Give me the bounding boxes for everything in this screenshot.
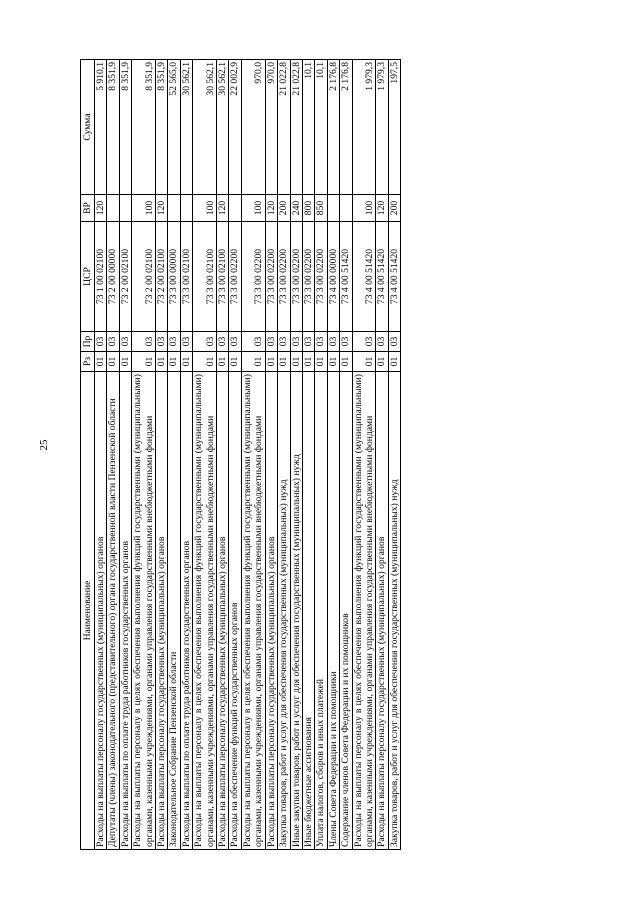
cell-csr: 73 3 00 02200 (290, 222, 302, 332)
cell-pr: 03 (265, 332, 277, 352)
cell-name: Расходы на выплаты персоналу государственных (муниципальных) органов (265, 372, 277, 850)
page-number: 25 (38, 439, 50, 451)
cell-pr: 03 (241, 332, 265, 352)
header-pr: Пр (81, 332, 95, 352)
cell-vr (340, 195, 352, 222)
cell-rz: 01 (180, 352, 192, 372)
cell-rz: 01 (302, 352, 314, 372)
cell-pr: 03 (168, 332, 180, 352)
table-row (217, 60, 229, 850)
cell-name: Уплата налогов, сборов и иных платежей (315, 372, 327, 850)
table-row (376, 60, 388, 850)
cell-rz: 01 (241, 352, 265, 372)
cell-vr (119, 195, 131, 222)
header-vr: ВР (81, 195, 95, 222)
table-row (340, 60, 352, 850)
cell-sum: 30 562,1 (193, 60, 217, 195)
cell-pr: 03 (352, 332, 376, 352)
cell-rz: 01 (315, 352, 327, 372)
cell-csr: 73 4 00 00000 (327, 222, 339, 332)
rotated-table-wrapper (80, 60, 560, 850)
cell-vr (327, 195, 339, 222)
cell-rz: 01 (156, 352, 168, 372)
cell-csr: 73 4 00 51420 (352, 222, 376, 332)
cell-pr: 03 (340, 332, 352, 352)
cell-name: Содержание членов Совета Федерации и их помощников (340, 372, 352, 850)
cell-name: Расходы на выплаты персоналу государственных (муниципальных) органов (156, 372, 168, 850)
cell-name: Расходы на обеспечение функций государственных органов (229, 372, 241, 850)
header-csr: ЦСР (81, 222, 95, 332)
cell-csr: 73 4 00 51420 (376, 222, 388, 332)
cell-vr (229, 195, 241, 222)
cell-sum: 1 979,3 (376, 60, 388, 195)
cell-sum: 2 176,8 (340, 60, 352, 195)
cell-rz: 01 (327, 352, 339, 372)
cell-name: Закупка товаров, работ и услуг для обеспечения государственных (муниципальных) нужд (278, 372, 290, 850)
cell-rz: 01 (340, 352, 352, 372)
table-row (302, 60, 314, 850)
cell-rz: 01 (265, 352, 277, 372)
cell-rz: 01 (388, 352, 400, 372)
cell-vr: 120 (217, 195, 229, 222)
table-row (229, 60, 241, 850)
cell-sum: 970,0 (241, 60, 265, 195)
cell-name: Расходы на выплаты по оплате труда работников государственных органов (180, 372, 192, 850)
cell-pr: 03 (278, 332, 290, 352)
table-header-row (81, 60, 95, 850)
cell-sum: 5 910,1 (95, 60, 107, 195)
cell-csr: 73 3 00 02100 (193, 222, 217, 332)
cell-rz: 01 (132, 352, 156, 372)
cell-pr: 03 (132, 332, 156, 352)
cell-rz: 01 (352, 352, 376, 372)
cell-vr: 100 (132, 195, 156, 222)
cell-name: Расходы на выплаты персоналу в целях обеспечения выполнения функций государственными (муниципальными) органами, казенными учреждениями, органами управления государственными внебюджетными фондами (193, 372, 217, 850)
cell-name: Расходы на выплаты по оплате труда работников государственных органов (119, 372, 131, 850)
cell-sum: 21 022,8 (290, 60, 302, 195)
cell-name: Расходы на выплаты персоналу в целях обеспечения выполнения функций государственными (муниципальными) органами, казенными учреждениями, органами управления государственными внебюджетными фондами (132, 372, 156, 850)
cell-csr: 73 2 00 00000 (107, 222, 119, 332)
cell-vr: 120 (95, 195, 107, 222)
cell-csr: 73 3 00 02100 (217, 222, 229, 332)
cell-csr: 73 2 00 02100 (119, 222, 131, 332)
cell-name: Иные закупки товаров, работ и услуг для обеспечения государственных (муниципальных) нужд (290, 372, 302, 850)
table-row (265, 60, 277, 850)
cell-rz: 01 (217, 352, 229, 372)
cell-csr: 73 3 00 02200 (302, 222, 314, 332)
cell-name: Расходы на выплаты персоналу в целях обеспечения выполнения функций государственными (муниципальными) органами, казенными учреждениями, органами управления государственными внебюджетными фондами (352, 372, 376, 850)
cell-vr: 100 (193, 195, 217, 222)
cell-name: Иные бюджетные ассигнования (302, 372, 314, 850)
table-row (168, 60, 180, 850)
cell-pr: 03 (156, 332, 168, 352)
cell-csr: 73 2 00 02100 (132, 222, 156, 332)
cell-pr: 03 (193, 332, 217, 352)
table-row (132, 60, 156, 850)
cell-sum: 197,5 (388, 60, 400, 195)
cell-pr: 03 (107, 332, 119, 352)
table-row (327, 60, 339, 850)
cell-rz: 01 (119, 352, 131, 372)
cell-csr: 73 3 00 00000 (168, 222, 180, 332)
cell-vr: 240 (290, 195, 302, 222)
cell-pr: 03 (217, 332, 229, 352)
cell-pr: 03 (180, 332, 192, 352)
cell-csr: 73 1 00 02100 (95, 222, 107, 332)
cell-vr: 200 (278, 195, 290, 222)
budget-table (80, 59, 401, 850)
header-name: Наименование (81, 372, 95, 850)
cell-name: Закупка товаров, работ и услуг для обеспечения государственных (муниципальных) нужд (388, 372, 400, 850)
cell-vr: 850 (315, 195, 327, 222)
cell-name: Расходы на выплаты персоналу государственных (муниципальных) органов (95, 372, 107, 850)
table-row (119, 60, 131, 850)
cell-name: Члены Совета Федерации и их помощники (327, 372, 339, 850)
cell-vr (168, 195, 180, 222)
cell-pr: 03 (302, 332, 314, 352)
cell-sum: 30 562,1 (217, 60, 229, 195)
table-row (278, 60, 290, 850)
cell-csr: 73 3 00 02200 (229, 222, 241, 332)
cell-csr: 73 3 00 02200 (265, 222, 277, 332)
cell-rz: 01 (229, 352, 241, 372)
cell-sum: 10,1 (315, 60, 327, 195)
cell-rz: 01 (278, 352, 290, 372)
cell-sum: 970,0 (265, 60, 277, 195)
cell-rz: 01 (107, 352, 119, 372)
cell-pr: 03 (376, 332, 388, 352)
cell-rz: 01 (193, 352, 217, 372)
cell-vr: 120 (265, 195, 277, 222)
cell-sum: 1 979,3 (352, 60, 376, 195)
cell-name: Расходы на выплаты персоналу в целях обеспечения выполнения функций государственными (муниципальными) органами, казенными учреждениями, органами управления государственными внебюджетными фондами (241, 372, 265, 850)
cell-sum: 8 351,9 (107, 60, 119, 195)
cell-pr: 03 (229, 332, 241, 352)
cell-rz: 01 (95, 352, 107, 372)
cell-sum: 22 002,9 (229, 60, 241, 195)
cell-csr: 73 3 00 02200 (278, 222, 290, 332)
header-rz: Рз (81, 352, 95, 372)
cell-pr: 03 (95, 332, 107, 352)
cell-csr: 73 4 00 51420 (340, 222, 352, 332)
cell-name: Расходы на выплаты персоналу государственных (муниципальных) органов (376, 372, 388, 850)
cell-vr: 800 (302, 195, 314, 222)
cell-vr: 120 (376, 195, 388, 222)
table-row (193, 60, 217, 850)
table-row (95, 60, 107, 850)
cell-sum: 8 351,9 (119, 60, 131, 195)
table-row (315, 60, 327, 850)
cell-sum: 30 562,1 (180, 60, 192, 195)
header-sum: Сумма (81, 60, 95, 195)
cell-vr (107, 195, 119, 222)
cell-pr: 03 (119, 332, 131, 352)
cell-vr: 100 (241, 195, 265, 222)
cell-vr: 100 (352, 195, 376, 222)
table-row (388, 60, 400, 850)
cell-name: Депутаты (члены) законодательного (представительного) органа государственной власти Пензенской области (107, 372, 119, 850)
cell-csr: 73 3 00 02100 (180, 222, 192, 332)
cell-rz: 01 (290, 352, 302, 372)
cell-vr: 120 (156, 195, 168, 222)
cell-vr (180, 195, 192, 222)
cell-csr: 73 3 00 02200 (315, 222, 327, 332)
cell-rz: 01 (168, 352, 180, 372)
cell-csr: 73 3 00 02200 (241, 222, 265, 332)
cell-sum: 52 565,0 (168, 60, 180, 195)
cell-sum: 2 176,8 (327, 60, 339, 195)
table-row (352, 60, 376, 850)
cell-sum: 8 351,9 (132, 60, 156, 195)
cell-name: Законодательное Собрание Пензенской области (168, 372, 180, 850)
cell-pr: 03 (290, 332, 302, 352)
cell-pr: 03 (315, 332, 327, 352)
cell-rz: 01 (376, 352, 388, 372)
table-row (107, 60, 119, 850)
table-row (180, 60, 192, 850)
cell-sum: 10,1 (302, 60, 314, 195)
cell-pr: 03 (388, 332, 400, 352)
cell-csr: 73 4 00 51420 (388, 222, 400, 332)
table-row (241, 60, 265, 850)
table-row (290, 60, 302, 850)
cell-sum: 8 351,9 (156, 60, 168, 195)
table-row (156, 60, 168, 850)
cell-pr: 03 (327, 332, 339, 352)
cell-name: Расходы на выплаты персоналу государственных (муниципальных) органов (217, 372, 229, 850)
cell-csr: 73 2 00 02100 (156, 222, 168, 332)
cell-vr: 200 (388, 195, 400, 222)
cell-sum: 21 022,8 (278, 60, 290, 195)
